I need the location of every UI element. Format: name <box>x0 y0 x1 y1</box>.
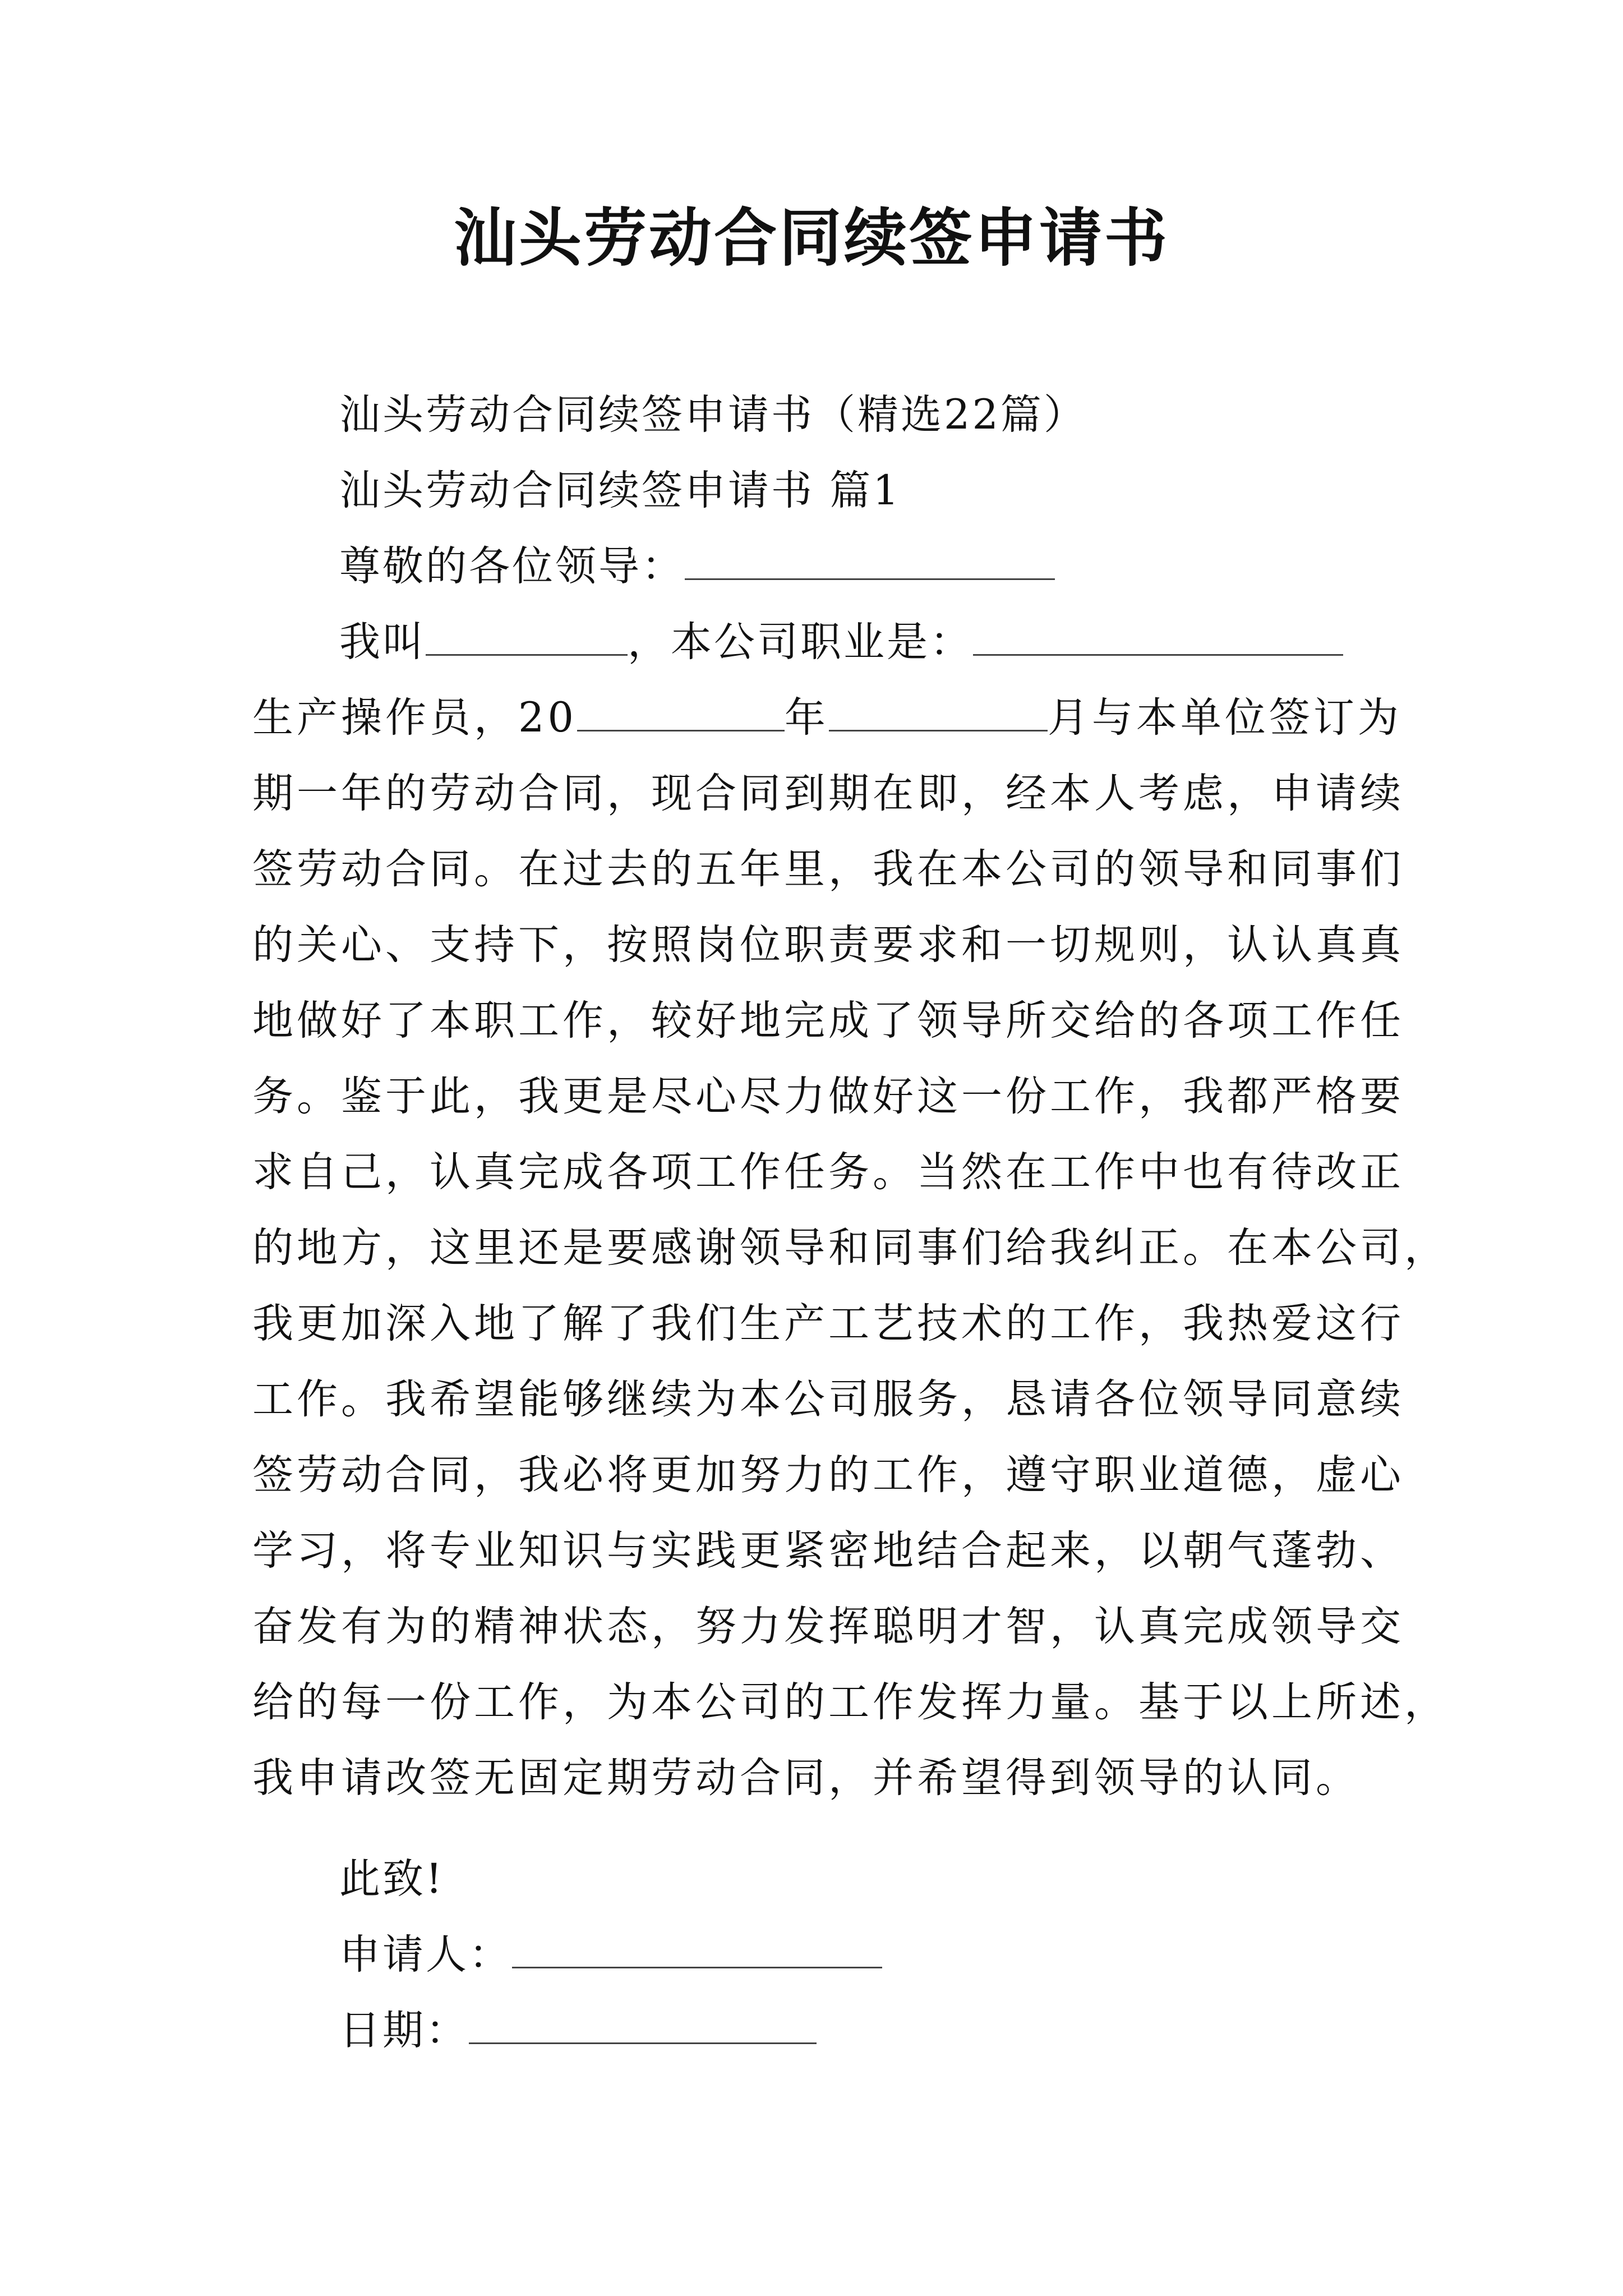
job-text-1: 生产操作员，20 <box>252 694 577 742</box>
body-line: 我申请改签无固定期劳动合同，并希望得到领导的认同。 <box>252 1754 1360 1802</box>
job-line <box>252 690 1402 746</box>
body-line: 地做好了本职工作，较好地完成了领导所交给的各项工作任 <box>252 997 1404 1045</box>
intro-text-2: ，本公司职业是： <box>628 618 973 666</box>
body-line: 工作。我希望能够继续为本公司服务，恳请各位领导同意续 <box>252 1375 1404 1423</box>
body-line: 期一年的劳动合同，现合同到期在即，经本人考虑，申请续 <box>252 770 1404 817</box>
salutation: 尊敬的各位领导： <box>339 542 685 590</box>
body-line: 签劳动合同。在过去的五年里，我在本公司的领导和同事们 <box>252 845 1404 893</box>
section-heading: 汕头劳动合同续签申请书 篇1 <box>339 467 901 514</box>
body-line: 奋发有为的精神状态，努力发挥聪明才智，认真完成领导交 <box>252 1603 1404 1650</box>
document-title: 汕头劳动合同续签申请书 <box>454 201 1169 275</box>
date-blank <box>469 2008 817 2044</box>
document-subtitle: 汕头劳动合同续签申请书（精选22篇） <box>339 391 1087 439</box>
body-line: 签劳动合同，我必将更加努力的工作，遵守职业道德，虚心 <box>252 1451 1404 1499</box>
body-line: 的地方，这里还是要感谢领导和同事们给我纠正。在本公司， <box>252 1224 1449 1272</box>
occupation-blank <box>973 619 1343 656</box>
job-text-2: 年 <box>784 694 829 742</box>
body-line: 学习，将专业知识与实践更紧密地结合起来，以朝气蓬勃、 <box>252 1527 1404 1575</box>
applicant-label: 申请人： <box>339 1931 512 1978</box>
body-line: 求自己，认真完成各项工作任务。当然在工作中也有待改正 <box>252 1148 1404 1196</box>
name-blank <box>426 619 628 656</box>
year-blank <box>577 695 785 731</box>
salutation-line <box>339 539 1055 595</box>
date-line <box>339 2003 817 2059</box>
job-text-3: 月与本单位签订为 <box>1047 694 1402 742</box>
body-line: 我更加深入地了解了我们生产工艺技术的工作，我热爱这行 <box>252 1300 1404 1347</box>
applicant-line <box>339 1927 882 1983</box>
body-line: 给的每一份工作，为本公司的工作发挥力量。基于以上所述， <box>252 1678 1449 1726</box>
salutation-blank <box>685 544 1055 580</box>
body-line: 务。鉴于此，我更是尽心尽力做好这一份工作，我都严格要 <box>252 1073 1404 1120</box>
intro-text-1: 我叫 <box>339 618 426 666</box>
intro-line <box>339 614 1343 670</box>
month-blank <box>829 695 1048 731</box>
closing: 此致! <box>339 1855 445 1903</box>
date-label: 日期： <box>339 2007 469 2054</box>
applicant-blank <box>512 1932 882 1968</box>
body-line: 的关心、支持下，按照岗位职责要求和一切规则，认认真真 <box>252 921 1404 969</box>
